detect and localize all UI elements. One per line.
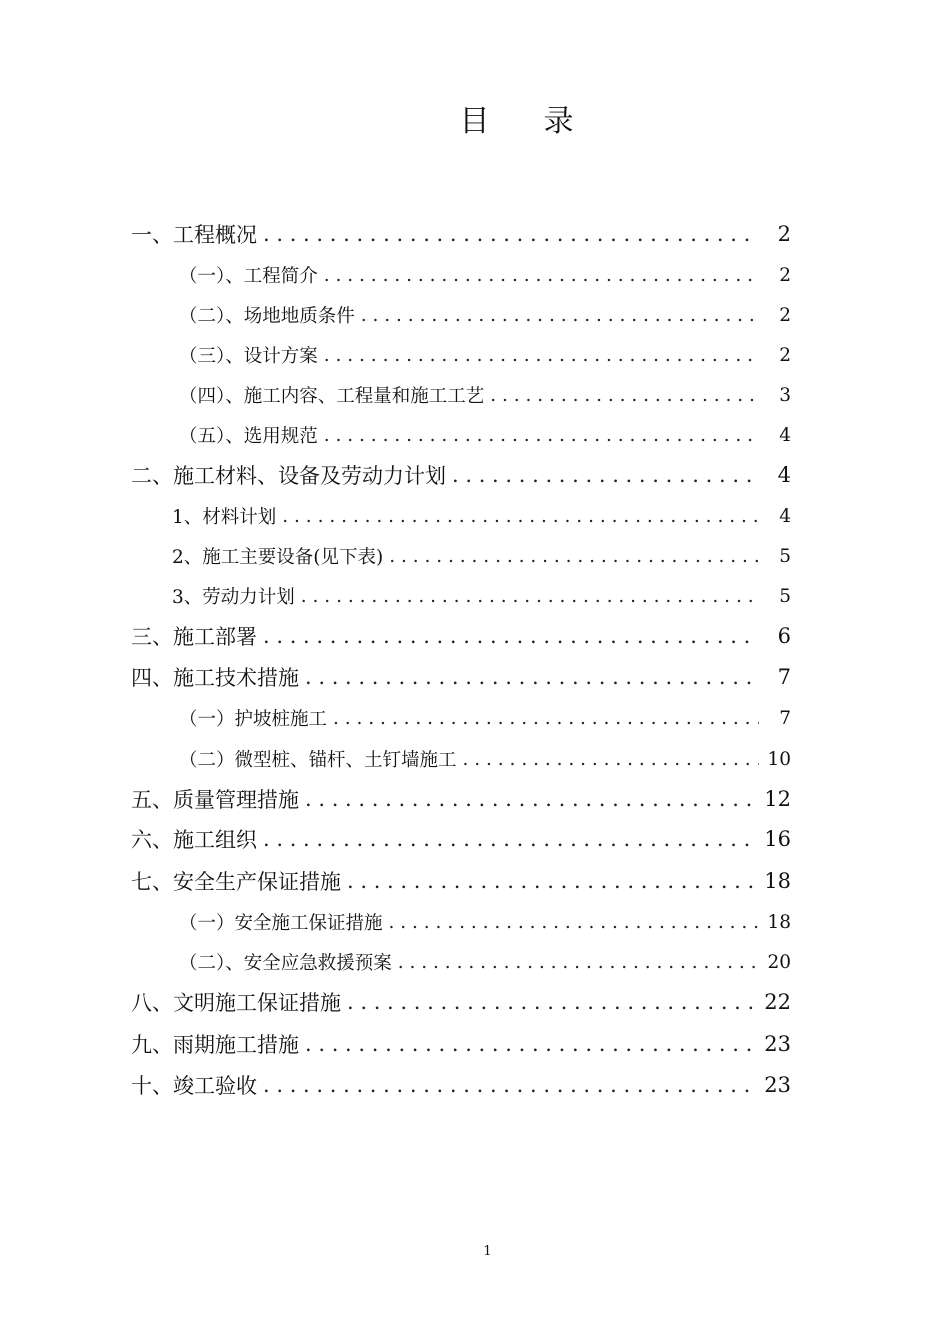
toc-entry-label: （一）护坡桩施工 (179, 709, 328, 730)
toc-entry-chapter[interactable] (131, 982, 791, 1022)
toc-entry-label: 二、施工材料、设备及劳动力计划 (131, 464, 446, 488)
toc-dot-leader (299, 787, 756, 811)
toc-entry-chapter[interactable] (131, 1024, 791, 1064)
toc-entry-label: （三）、设计方案 (179, 346, 318, 367)
toc-dot-leader (295, 586, 759, 607)
toc-entry-section[interactable] (179, 902, 791, 942)
toc-entry-chapter[interactable] (131, 819, 791, 859)
toc-entry-label: （二）、场地地质条件 (179, 306, 355, 327)
toc-entry-label: 九、雨期施工措施 (131, 1033, 299, 1057)
toc-entry-chapter[interactable] (131, 214, 791, 254)
toc-entry-section[interactable] (179, 255, 791, 295)
toc-entry-page-number: 20 (767, 951, 791, 973)
toc-entry-page-number: 7 (779, 707, 791, 729)
toc-entry-page-number: 23 (764, 1073, 791, 1097)
toc-entry-label: 五、质量管理措施 (131, 788, 299, 812)
toc-entry-page-number: 2 (777, 222, 791, 246)
toc-entry-chapter[interactable] (131, 1065, 791, 1105)
page-title-char-2: 录 (543, 104, 576, 139)
toc-entry-chapter[interactable] (131, 455, 791, 495)
page-title (0, 96, 950, 140)
toc-dot-leader (383, 912, 759, 933)
toc-entry-label: （二）微型桩、锚杆、土钉墙施工 (179, 750, 457, 771)
toc-entry-page-number: 4 (777, 463, 791, 487)
toc-entry-label: 2、施工主要设备(见下表) (172, 547, 384, 568)
toc-entry-label: 三、施工部署 (131, 625, 257, 649)
toc-entry-page-number: 23 (764, 1032, 791, 1056)
page-number: 1 (483, 1244, 492, 1259)
toc-entry-section[interactable] (179, 335, 791, 375)
toc-entry-page-number: 2 (779, 264, 791, 286)
toc-entry-section[interactable] (179, 415, 791, 455)
toc-entry-page-number: 5 (779, 545, 791, 567)
toc-dot-leader (341, 869, 756, 893)
toc-dot-leader (299, 1032, 756, 1056)
toc-entry-page-number: 4 (779, 505, 791, 527)
toc-entry-page-number: 4 (779, 424, 791, 446)
toc-dot-leader (392, 952, 759, 973)
toc-entry-section[interactable] (172, 496, 791, 536)
page-title-char-1: 目 (459, 104, 492, 139)
toc-dot-leader (383, 546, 759, 567)
toc-entry-page-number: 22 (764, 990, 791, 1014)
toc-dot-leader (318, 265, 759, 286)
toc-dot-leader (446, 463, 759, 487)
toc-dot-leader (327, 708, 759, 729)
toc-entry-page-number: 2 (779, 344, 791, 366)
toc-dot-leader (257, 827, 756, 851)
toc-dot-leader (318, 345, 759, 366)
toc-entry-page-number: 10 (767, 748, 791, 770)
toc-dot-leader (299, 665, 759, 689)
toc-entry-section[interactable] (179, 698, 791, 738)
toc-entry-page-number: 2 (779, 304, 791, 326)
toc-entry-page-number: 12 (764, 787, 791, 811)
toc-entry-label: 四、施工技术措施 (131, 666, 299, 690)
toc-entry-label: （一）、工程简介 (179, 266, 318, 287)
toc-dot-leader (276, 506, 759, 527)
toc-entry-page-number: 16 (764, 827, 791, 851)
toc-dot-leader (257, 222, 759, 246)
toc-entry-section[interactable] (179, 942, 791, 982)
toc-entry-page-number: 18 (767, 911, 791, 933)
toc-entry-label: （五）、选用规范 (179, 426, 318, 447)
toc-entry-label: （一）安全施工保证措施 (179, 913, 383, 934)
toc-entry-label: 一、工程概况 (131, 223, 257, 247)
toc-entry-page-number: 7 (777, 665, 791, 689)
toc-entry-label: 1、材料计划 (172, 507, 277, 528)
toc-entry-section[interactable] (172, 576, 791, 616)
toc-entry-label: 七、安全生产保证措施 (131, 870, 341, 894)
toc-entry-label: （二）、安全应急救援预案 (179, 953, 392, 974)
toc-entry-section[interactable] (179, 295, 791, 335)
toc-entry-label: 八、文明施工保证措施 (131, 991, 341, 1015)
toc-entry-label: 3、劳动力计划 (172, 587, 295, 608)
toc-entry-section[interactable] (179, 375, 791, 415)
toc-dot-leader (318, 425, 759, 446)
toc-entry-label: 六、施工组织 (131, 828, 257, 852)
toc-entry-section[interactable] (179, 739, 791, 779)
toc-entry-section[interactable] (172, 536, 791, 576)
toc-entry-page-number: 6 (777, 624, 791, 648)
toc-dot-leader (484, 385, 759, 406)
toc-entry-page-number: 3 (779, 384, 791, 406)
toc-dot-leader (257, 1073, 756, 1097)
toc-entry-chapter[interactable] (131, 657, 791, 697)
toc-dot-leader (457, 749, 759, 770)
toc-entry-page-number: 5 (779, 585, 791, 607)
toc-entry-label: 十、竣工验收 (131, 1074, 257, 1098)
toc-dot-leader (257, 624, 759, 648)
toc-entry-chapter[interactable] (131, 861, 791, 901)
toc-entry-chapter[interactable] (131, 779, 791, 819)
toc-entry-label: （四）、施工内容、工程量和施工工艺 (179, 386, 485, 407)
toc-entry-page-number: 18 (764, 869, 791, 893)
toc-dot-leader (355, 305, 759, 326)
toc-dot-leader (341, 990, 756, 1014)
toc-entry-chapter[interactable] (131, 616, 791, 656)
